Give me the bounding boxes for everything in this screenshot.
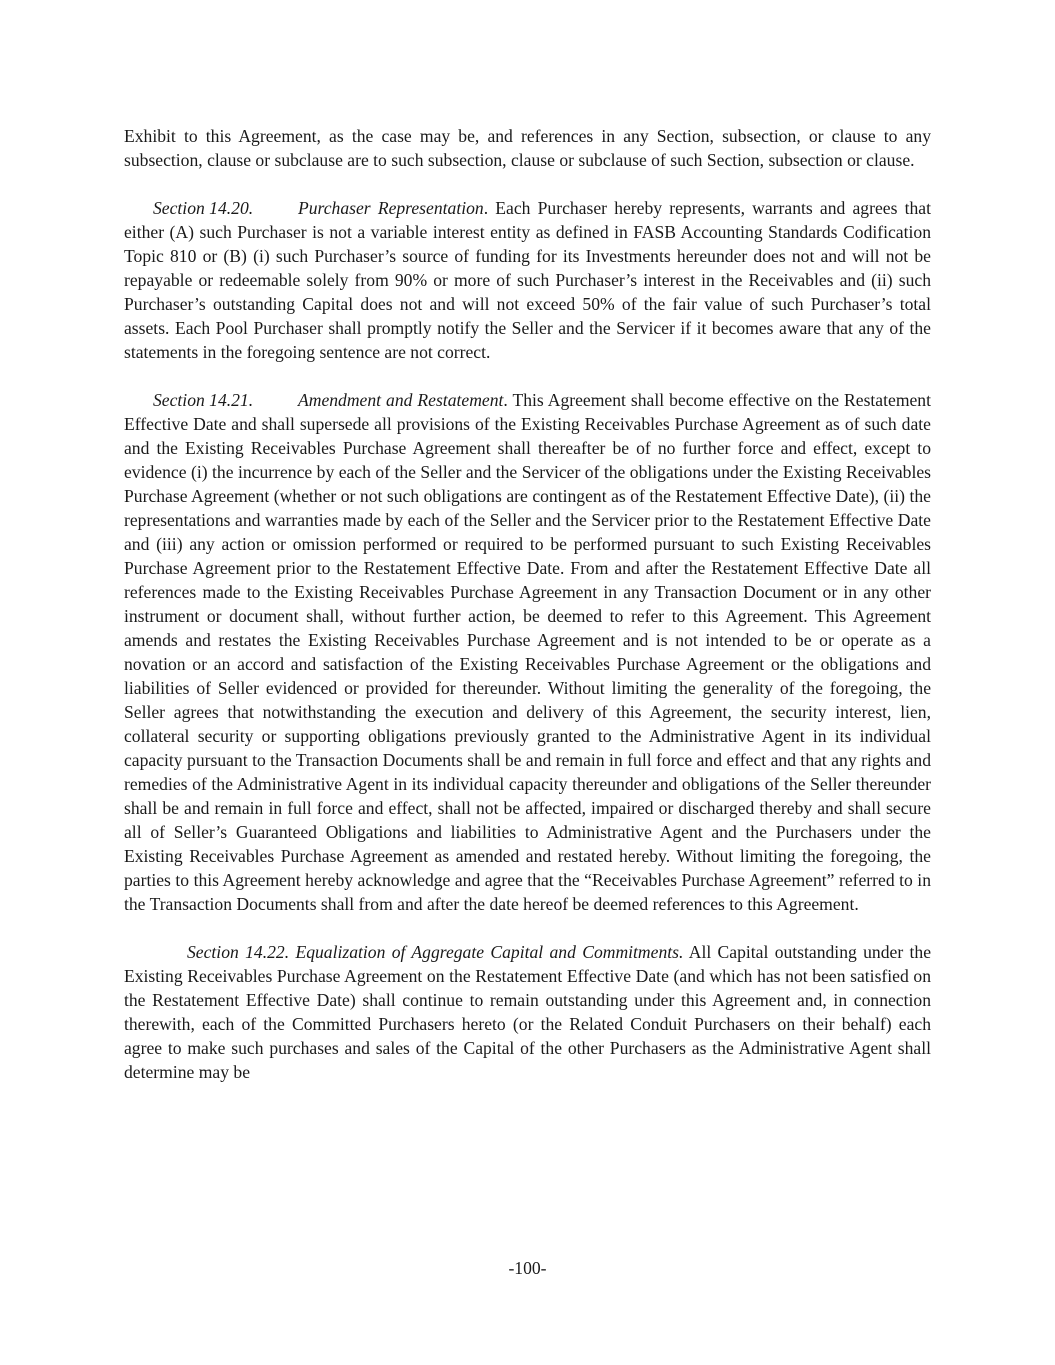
section-body: . This Agreement shall become effective on the Restatement Effective Date and shall supersede all provisions of the Existing Receivables Purchase Agreement as of such date and the Existing Receivables Purchase Agreement shall thereafter be of no further force and effect, except to evidence (i) the incurrence by each of the Seller and the Servicer of the obligations under the Existing Receivables Purchase Agreement (whether or not such obligations are contingent as of the Restatement Effective Date), (ii) the representations and warranties made by each of the Seller and the Servicer prior to the Restatement Effective Date and (iii) any action or omission performed or required to be performed pursuant to such Existing Receivables Purchase Agreement prior to the Restatement Effective Date. From and after the Restatement Effective Date all references made to the Existing Receivables Purchase Agreement in any Transaction Document or in any other instrument or document shall, without further action, be deemed to refer to this Agreement. This Agreement amends and restates the Existing Receivables Purchase Agreement and is not intended to be or operate as a novation or an accord and satisfaction of the Existing Receivables Purchase Agreement or the obligations and liabilities of Seller evidenced or provided for thereunder. Without limiting the generality of the foregoing, the Seller agrees that notwithstanding the execution and delivery of this Agreement, the security interest, lien, collateral security or supporting obligations previously granted to the Administrative Agent in its individual capacity pursuant to the Transaction Documents shall be and remain in full force and effect and that any rights and remedies of the Administrative Agent in its individual capacity thereunder and obligations of the Seller thereunder shall be and remain in full force and effect, shall not be affected, impaired or discharged thereby and shall secure all of Seller’s Guaranteed Obligations and liabilities to Administrative Agent and the Purchasers under the Existing Receivables Purchase Agreement as amended and restated hereby. Without limiting the foregoing, the parties to this Agreement hereby acknowledge and agree that the “Receivables Purchase Agreement” referred to in the Transaction Documents shall from and after the date hereof be deemed references to this Agreement. xyxy=(124,390,931,914)
page-number: -100- xyxy=(508,1258,547,1278)
section-number: Section 14.20. xyxy=(153,198,254,218)
section-number: Section 14.22. xyxy=(187,942,290,962)
section-title: Purchaser Representation xyxy=(298,198,484,218)
section-title: Equalization of Aggregate Capital and Commitments. xyxy=(295,942,684,962)
section-14-22 xyxy=(124,940,931,1084)
section-14-21 xyxy=(124,388,931,916)
section-body: All Capital outstanding under the Existing Receivables Purchase Agreement on the Restatement Effective Date (and which has not been satisfied on the Restatement Effective Date) shall continue to remain outstanding under this Agreement and, in connection therewith, each of the Committed Purchasers hereto (or the Related Conduit Purchasers on their behalf) each agree to make such purchases and sales of the Capital of the other Purchasers as the Administrative Agent shall determine may be xyxy=(124,942,932,1082)
section-14-20 xyxy=(124,196,931,364)
section-title: Amendment and Restatement xyxy=(298,390,504,410)
continuation-paragraph: Exhibit to this Agreement, as the case may be, and references in any Section, subsection, or clause to any subsection, clause or subclause are to such subsection, clause or subclause of such Section, subsection or clause. xyxy=(124,126,931,170)
section-body: . Each Purchaser hereby represents, warrants and agrees that either (A) such Purchaser is not a variable interest entity as defined in FASB Accounting Standards Codification Topic 810 or (B) (i) such Purchaser’s source of funding for its Investments hereunder does not and will not be repayable or redeemable solely from 90% or more of such Purchaser’s interest in the Receivables and (ii) such Purchaser’s outstanding Capital does not and will not exceed 50% of the fair value of such Purchaser’s total assets. Each Pool Purchaser shall promptly notify the Seller and the Servicer if it becomes aware that any of the statements in the foregoing sentence are not correct. xyxy=(124,198,931,362)
section-number: Section 14.21. xyxy=(153,390,254,410)
document-page xyxy=(124,124,931,1108)
